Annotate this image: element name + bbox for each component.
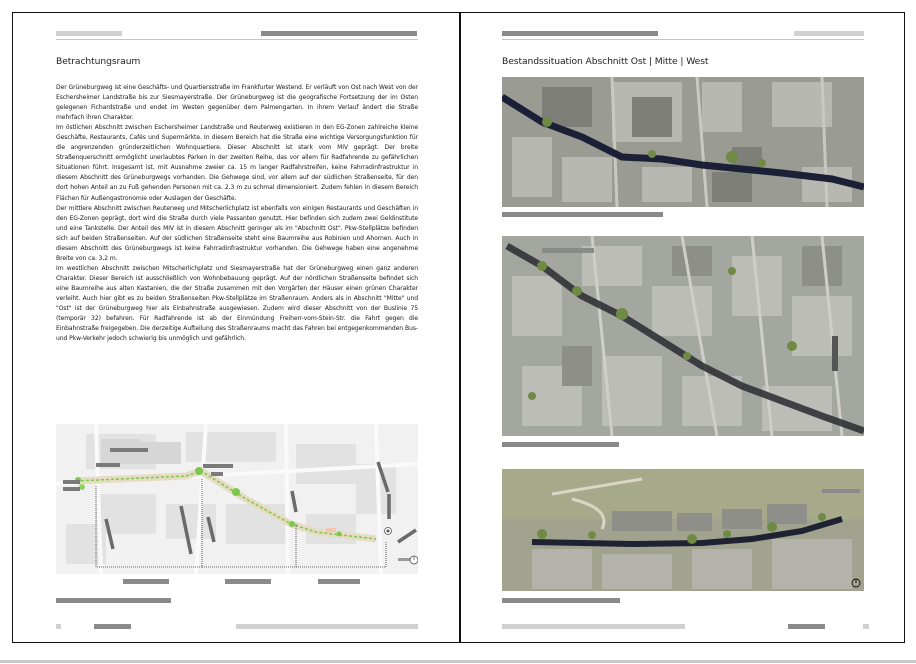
target-marker-icon [385,528,392,535]
map-caption-bar [225,579,271,584]
header-bar-light [794,31,864,36]
viewer-bottom-edge [0,660,916,663]
photo-caption-bar [502,598,620,603]
map-caption-bar [318,579,360,584]
header-bar-light [56,31,122,36]
page-heading: Bestandssituation Abschnitt Ost | Mitte | West [502,56,709,67]
aerial-photo-mitte [502,236,864,436]
body-text [56,83,418,344]
paragraph: Der Grüneburgweg ist eine Geschäfts- und Quartiersstraße im Frankfurter Westend. Er verläuft von Ost nach West von der Eschersheimer Landstraße bis zur Siesmayerstraße. Der Grüneburgweg ist die geografische Fortsetzung der im Osten gelegenen Fichardstraße und endet im Westen gegenüber dem Palmengarten. In ihrem Verlauf ändert die Straße mehrfach ihren Charakter. [56,84,418,122]
header-bar-dark [502,31,658,36]
footer-bar-dark [788,624,825,629]
document-spread [12,12,905,643]
footer-bar-light [502,624,685,629]
site-plan-map [56,424,418,574]
page-divider [459,13,461,642]
paragraph: Im westlichen Abschnitt zwischen Mitscherlichplatz und Siesmayerstraße hat der Grüneburgweg einen ganz anderen Charakter. Dieser Bereich ist ausschließlich von Wohnbebauung geprägt. Auf der nördlichen Straßenseite befindet sich eine Baumreihe aus alten Kastanien, die der Straße zusammen mit den Vorgärten der Häuser einen grünen Charakter verleiht. Auch hier gibt es zu beiden Straßenseiten Pkw-Stellplätze im Straßenraum. Anders als in Abschnitt "Mitte" und "Ost" ist der Grüneburgweg hier als Einbahnstraße ausgewiesen. Zudem wird dieser Abschnitt von der Buslinie 75 (temporär 32) befahren. Für Radfahrende ist ab der Einmündung Freiherr-vom-Stein-Str. die Fahrt gegen die Einbahnstraße freigegeben. Die derzeitige Aufteilung des Straßenraums macht das Fahren bei entgegenkommenden Bus- und Pkw-Verkehr jedoch schwierig bis unmöglich und gefährlich. [56,264,418,343]
paragraph: Im östlichen Abschnitt zwischen Eschersheimer Landstraße und Reuterweg existieren in den EG-Zonen zahlreiche kleine Geschäfte, Restaurants, Cafés und Supermärkte. In diesem Bereich hat die Straße eine wichtige Versorgungsfunktion für die angrenzenden gründerzeitlichen Wohnquartiere. Dieser Abschnitt ist stark vom MIV geprägt. Der breite Straßenquerschnitt ermöglicht unerlaubtes Parken in der zweiten Reihe, das vor allem für Radfahrende zu gefährlichen Situationen führt. Insgesamt ist, mit Ausnahme zweier ca. 15 m langer Radfahrstreifen, keine Fahrradinfrastruktur in diesem Abschnitt des Grüneburgwegs vorhanden. Die Gehwege sind, vor allem auf der südlichen Straßenseite, für den dort hohen Anteil an zu Fuß gehenden Personen mit ca. 2,3 m zu schmal dimensioniert. Zudem fehlen in diesem Bereich Flächen für Außengastronomie oder Auslagen der Geschäfte. [56,124,418,202]
figure-caption-bar [56,598,171,603]
header-rule [502,39,864,40]
map-caption-bar [123,579,169,584]
footer-marker [56,624,61,629]
aerial-photo-ost [502,77,864,207]
footer-marker [863,624,869,629]
photo-caption-bar [502,212,663,217]
footer-bar-dark [94,624,131,629]
north-arrow-icon [410,556,418,564]
photo-caption-bar [502,442,619,447]
page-heading: Betrachtungsraum [56,56,141,67]
footer-bar-light [236,624,418,629]
header-rule [56,39,418,40]
aerial-photo-west [502,469,864,591]
paragraph: Der mittlere Abschnitt zwischen Reuterweg und Mitscherlichplatz ist ebenfalls von einigen Restaurants und Geschäften in den EG-Zonen geprägt, dort wird die Straße durch viele Passanten genutzt. Hier befinden sich zudem zwei Geldinstitute und eine Tankstelle. Der Anteil des MIV ist in diesem Abschnitt geringer als im "Abschnitt Ost". Pkw-Stellplätze befinden sich auf beiden Straßenseiten. Auf der südlichen Straßenseite steht eine Baumreihe aus Robinien und Ahornen. Auch in diesem Abschnitt des Grüneburgwegs ist keine Fahrradinfrastruktur vorhanden. Die Gehwege haben eine angenehme Breite von ca. 3,2 m. [56,204,418,262]
header-bar-dark [261,31,417,36]
